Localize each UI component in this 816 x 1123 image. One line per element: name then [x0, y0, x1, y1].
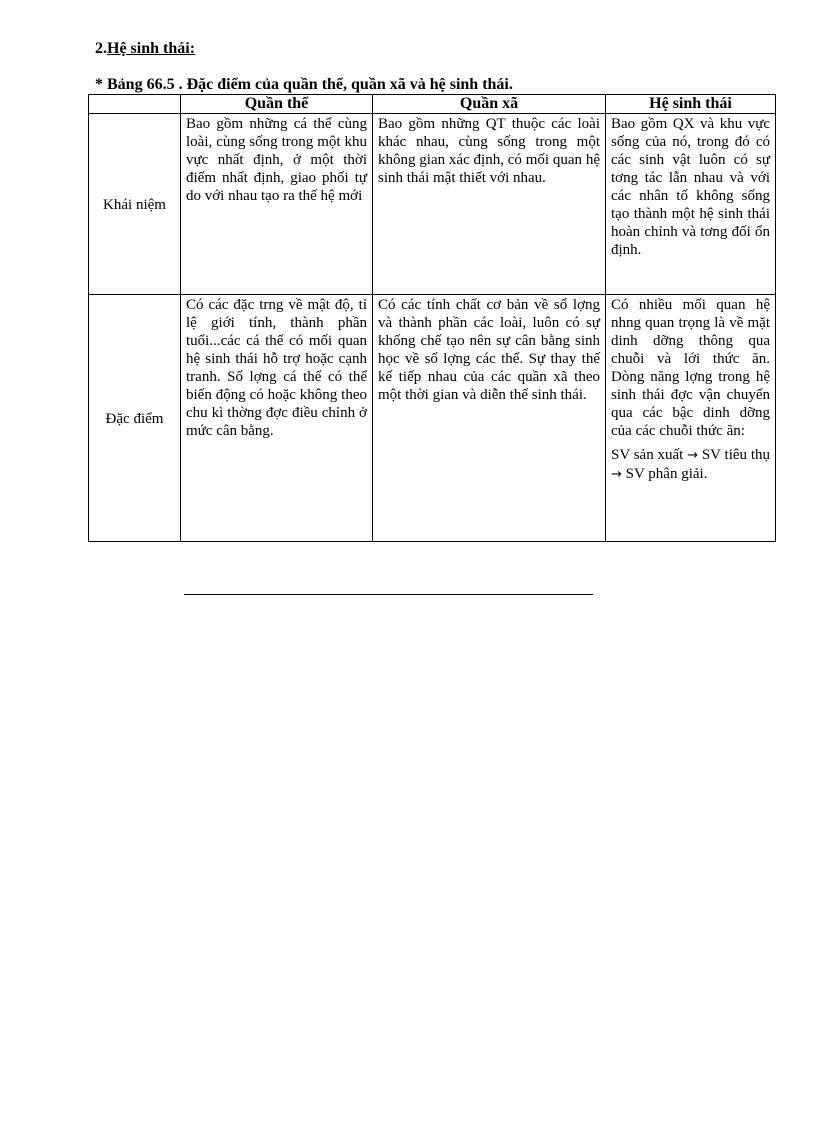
table-caption: * Bảng 66.5 . Đặc điểm của quần thể, quần xã và hệ sinh thái. [95, 76, 513, 93]
cell-features-community: Có các tính chất cơ bản về số lợng và thành phần các loài, luôn có sự khống chế tạo nên sự cân bằng sinh học về số lợng các thể. Sự thay thế kế tiếp nhau của các quần xã theo một thời gian và diễn thế sinh thái. [373, 295, 606, 542]
ecosystem-features-text: Có nhiều mối quan hệ nhng quan trọng là về mặt dinh dỡng thông qua chuỗi và lới thức ăn. Dòng năng lợng trong hệ sinh thái đợc vận chuyển qua các bậc dinh dỡng của các chuỗi thức ăn: [611, 297, 770, 439]
chain-arrow-icon: → [611, 467, 622, 482]
divider-line [184, 594, 593, 595]
table-header-row [89, 95, 776, 114]
section-number: 2. [95, 40, 107, 57]
cell-features-population: Có các đặc trng về mật độ, tỉ lệ giới tính, thành phần tuổi...các cá thể có mối quan hệ sinh thái hỗ trợ hoặc cạnh tranh. Số lợng cá thể có thể biến động có hoặc không theo chu kì thờng đợc điều chỉnh ở mức cân bằng. [181, 295, 373, 542]
chain-producer: SV sản xuất [611, 447, 684, 463]
header-population: Quần thể [181, 95, 373, 114]
row-label-concept: Khái niệm [89, 114, 181, 295]
cell-concept-community: Bao gồm những QT thuộc các loài khác nhau, cùng sống trong một không gian xác định, có mối quan hệ sinh thái mật thiết với nhau. [373, 114, 606, 295]
cell-concept-population: Bao gồm những cá thể cùng loài, cùng sống trong một khu vực nhất định, ở một thời điểm nhất định, giao phối tự do với nhau tạo ra thế hệ mới [181, 114, 373, 295]
table-row-features [89, 295, 776, 542]
food-chain [611, 446, 770, 484]
chain-consumer: SV tiêu thụ [701, 447, 770, 463]
chain-decomposer: SV phân giải. [625, 466, 708, 482]
section-heading [95, 40, 195, 58]
table-row-concept [89, 114, 776, 295]
header-community: Quần xã [373, 95, 606, 114]
header-ecosystem: Hệ sinh thái [606, 95, 776, 114]
section-title: Hệ sinh thái: [107, 40, 196, 57]
header-empty [89, 95, 181, 114]
comparison-table [88, 94, 776, 542]
cell-concept-ecosystem: Bao gồm QX và khu vực sống của nó, trong đó có các sinh vật luôn có sự tơng tác lẫn nhau và với các nhân tố không sống tạo thành một hệ sinh thái hoàn chỉnh và tơng đối ổn định. [606, 114, 776, 295]
cell-features-ecosystem [606, 295, 776, 542]
chain-arrow-icon: → [687, 448, 699, 463]
row-label-features: Đặc điểm [89, 295, 181, 542]
